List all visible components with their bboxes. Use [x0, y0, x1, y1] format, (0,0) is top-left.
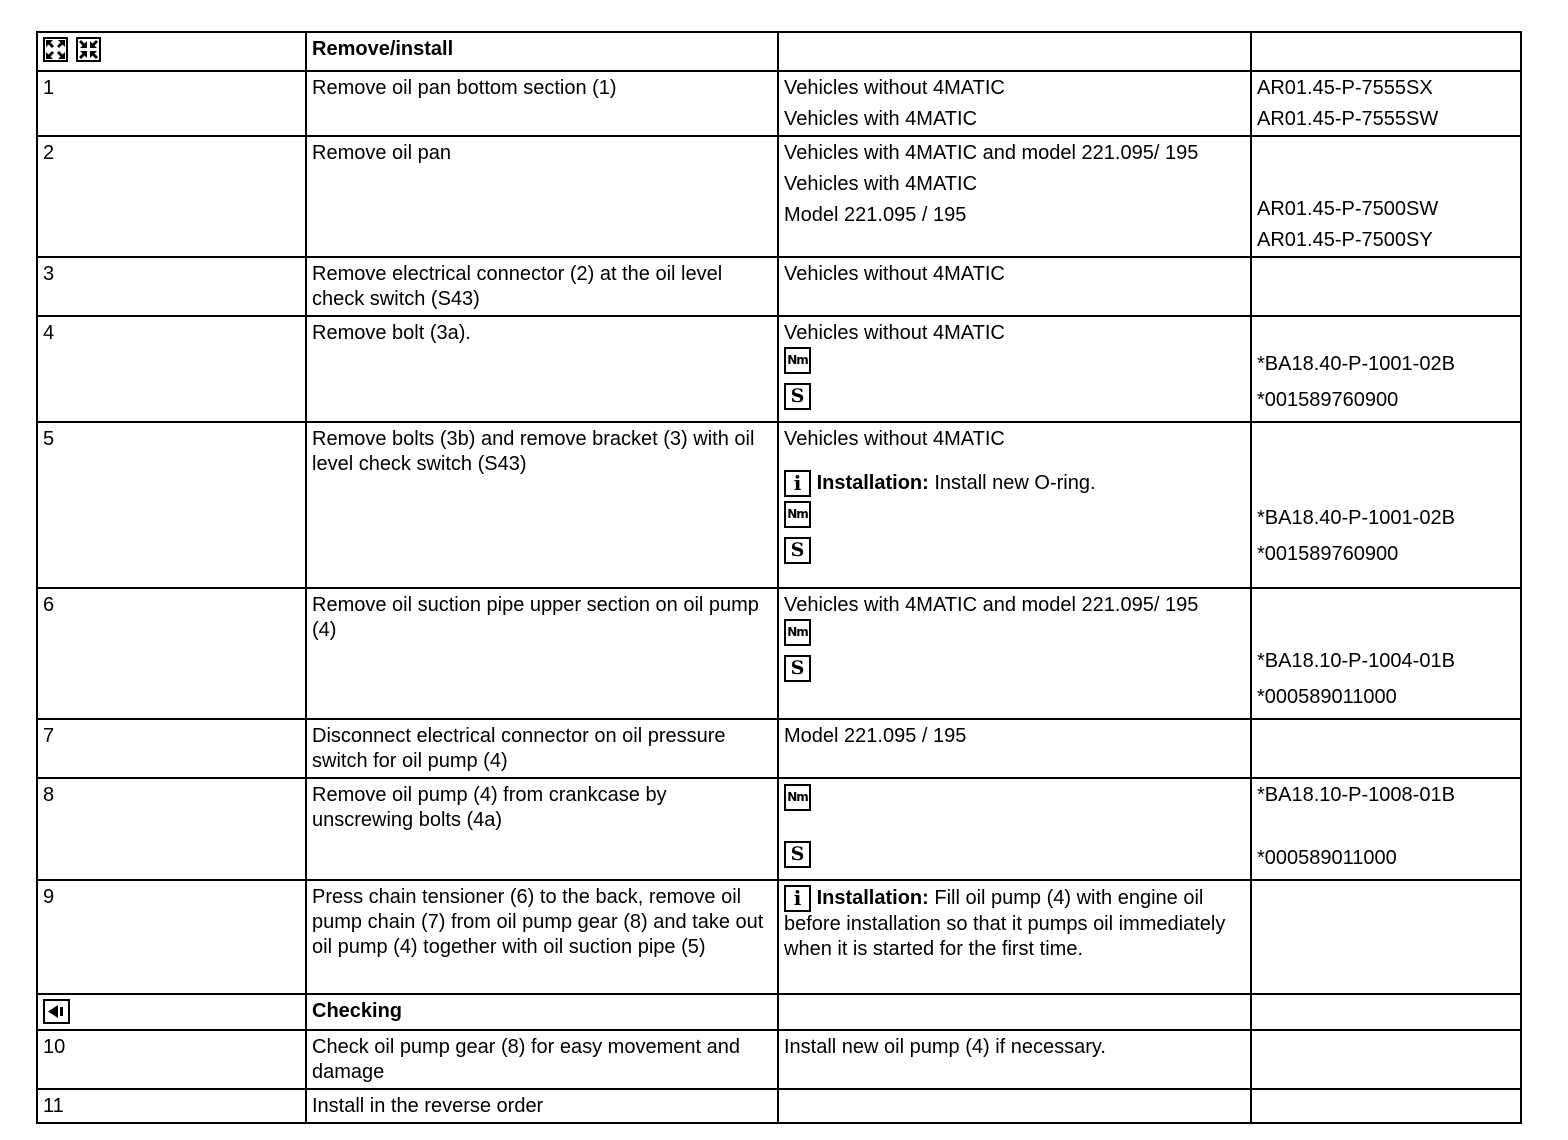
checking-icon	[43, 999, 70, 1024]
doc-link[interactable]: AR01.45-P-7500SY	[1257, 229, 1433, 251]
step-reference	[1251, 136, 1521, 257]
installation-label: Installation:	[816, 472, 929, 494]
table-row	[37, 588, 1521, 719]
step-reference	[1251, 422, 1521, 588]
special-tool-icon[interactable]: S	[784, 537, 811, 564]
table-row	[37, 719, 1521, 778]
doc-link[interactable]: *001589760900	[1257, 543, 1399, 565]
collapse-all-icon[interactable]	[76, 37, 101, 62]
doc-link[interactable]: *BA18.10-P-1004-01B	[1257, 650, 1455, 672]
special-tool-icon[interactable]: S	[784, 655, 811, 682]
step-number: 5	[37, 422, 306, 588]
step-action: Install in the reverse order	[306, 1089, 778, 1123]
procedure-table	[36, 31, 1522, 1124]
table-row	[37, 136, 1521, 257]
special-tool-icon[interactable]: S	[784, 383, 811, 410]
table-row	[37, 778, 1521, 880]
doc-link[interactable]: *BA18.40-P-1001-02B	[1257, 353, 1455, 375]
step-number: 8	[37, 778, 306, 880]
step-number: 4	[37, 316, 306, 422]
info-icon: i	[784, 470, 811, 497]
step-number: 3	[37, 257, 306, 316]
step-reference	[1251, 71, 1521, 136]
step-number: 6	[37, 588, 306, 719]
step-condition: Model 221.095 / 195	[778, 719, 1251, 778]
info-icon: i	[784, 885, 811, 912]
header-icons-cell	[37, 32, 306, 71]
table-row	[37, 422, 1521, 588]
step-reference	[1251, 778, 1521, 880]
step-number: 9	[37, 880, 306, 994]
doc-link[interactable]: *000589011000	[1257, 686, 1397, 708]
torque-nm-icon[interactable]: Nm	[784, 347, 811, 374]
doc-link[interactable]: *001589760900	[1257, 389, 1399, 411]
step-number: 7	[37, 719, 306, 778]
step-number: 11	[37, 1089, 306, 1123]
step-condition: Vehicles without 4MATIC Vehicles with 4MATIC	[778, 71, 1251, 136]
table-row	[37, 1030, 1521, 1089]
doc-link[interactable]: *BA18.40-P-1001-02B	[1257, 507, 1455, 529]
step-condition	[778, 880, 1251, 994]
step-action: Remove bolt (3a).	[306, 316, 778, 422]
step-condition: Vehicles without 4MATIC Nm S	[778, 316, 1251, 422]
step-action: Disconnect electrical connector on oil pressure switch for oil pump (4)	[306, 719, 778, 778]
step-action: Remove bolts (3b) and remove bracket (3) with oil level check switch (S43)	[306, 422, 778, 588]
doc-link[interactable]: *BA18.10-P-1008-01B	[1257, 784, 1455, 806]
table-row	[37, 1089, 1521, 1123]
torque-nm-icon[interactable]: Nm	[784, 619, 811, 646]
step-condition: Vehicles without 4MATIC	[778, 257, 1251, 316]
step-action: Check oil pump gear (8) for easy movement and damage	[306, 1030, 778, 1089]
installation-note: Fill oil pump (4) with engine oil before installation so that it pumps oil immediately when it is started for the first time.	[784, 886, 1226, 960]
doc-link[interactable]: *000589011000	[1257, 847, 1397, 869]
table-row	[37, 257, 1521, 316]
step-condition	[778, 778, 1251, 880]
step-number: 1	[37, 71, 306, 136]
step-condition: Vehicles with 4MATIC and model 221.095/ 195 Vehicles with 4MATIC Model 221.095 / 195	[778, 136, 1251, 257]
table-row	[37, 880, 1521, 994]
section-title-checking: Checking	[306, 994, 778, 1030]
torque-nm-icon[interactable]: Nm	[784, 784, 811, 811]
step-action: Remove electrical connector (2) at the oil level check switch (S43)	[306, 257, 778, 316]
step-action: Remove oil suction pipe upper section on oil pump (4)	[306, 588, 778, 719]
step-condition: Vehicles without 4MATIC i Installation: Install new O-ring. Nm S	[778, 422, 1251, 588]
step-reference	[1251, 316, 1521, 422]
step-action: Remove oil pan	[306, 136, 778, 257]
step-number: 10	[37, 1030, 306, 1089]
step-action: Press chain tensioner (6) to the back, remove oil pump chain (7) from oil pump gear (8) and take out oil pump (4) together with oil suction pipe (5)	[306, 880, 778, 994]
doc-link[interactable]: AR01.45-P-7500SW	[1257, 198, 1439, 220]
installation-label: Installation:	[816, 886, 929, 909]
table-header-row	[37, 32, 1521, 71]
table-row	[37, 316, 1521, 422]
section-title-remove-install: Remove/install	[306, 32, 778, 71]
doc-link[interactable]: AR01.45-P-7555SW	[1257, 108, 1439, 130]
special-tool-icon[interactable]: S	[784, 841, 811, 868]
installation-note: Install new O-ring.	[934, 472, 1096, 494]
torque-nm-icon[interactable]: Nm	[784, 501, 811, 528]
section-row-checking	[37, 994, 1521, 1030]
step-condition: Vehicles with 4MATIC and model 221.095/ 195 Nm S	[778, 588, 1251, 719]
step-reference	[1251, 588, 1521, 719]
step-action: Remove oil pan bottom section (1)	[306, 71, 778, 136]
step-number: 2	[37, 136, 306, 257]
step-condition: Install new oil pump (4) if necessary.	[778, 1030, 1251, 1089]
table-row	[37, 71, 1521, 136]
expand-all-icon[interactable]	[43, 37, 68, 62]
step-action: Remove oil pump (4) from crankcase by unscrewing bolts (4a)	[306, 778, 778, 880]
doc-link[interactable]: AR01.45-P-7555SX	[1257, 77, 1433, 99]
